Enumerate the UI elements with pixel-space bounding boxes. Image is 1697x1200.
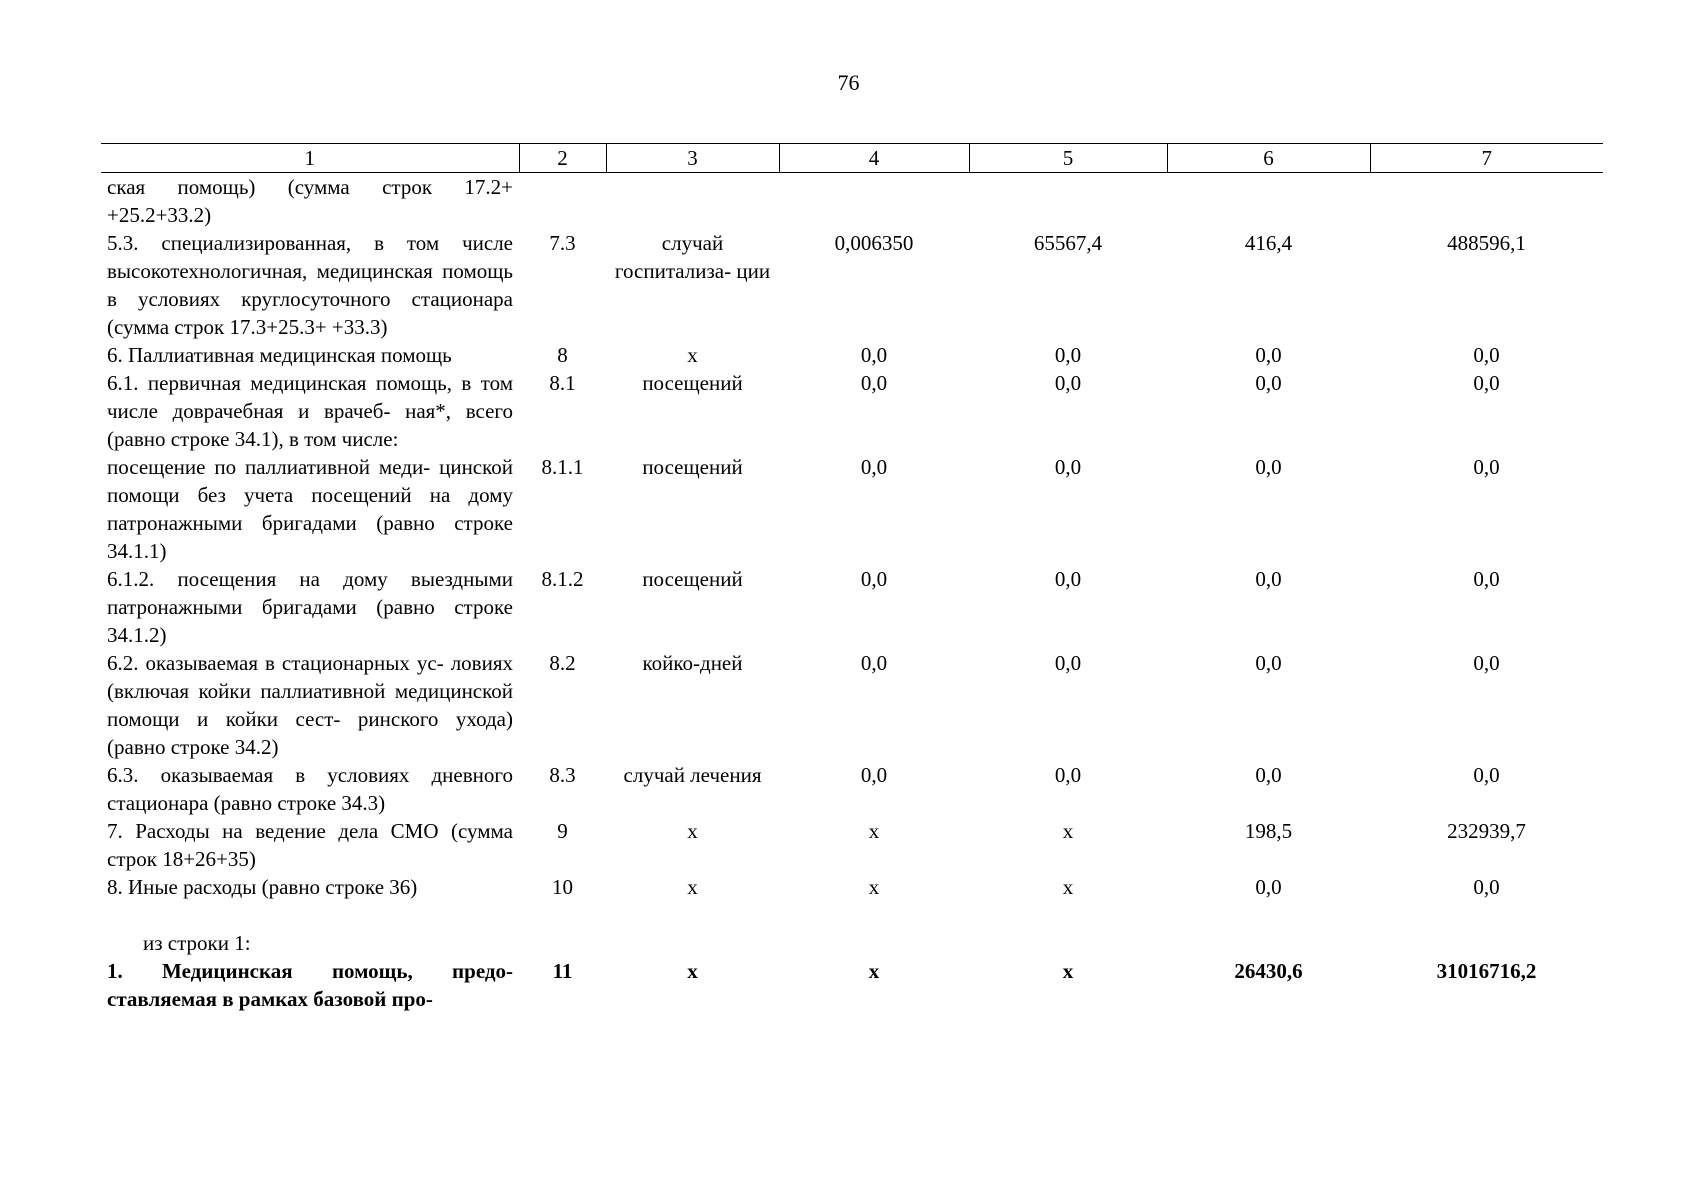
row-description: 6.2. оказываемая в стационарных ус- ловиях (включая койки паллиативной медицинской помощи и койки сест- ринского ухода) (равно строке 34.2) [107,651,513,759]
row-col6: 0,0 [1255,343,1282,367]
row-col7: 0,0 [1473,455,1500,479]
row-description: 6.1. первичная медицинская помощь, в том числе доврачебная и врачеб- ная*, всего (равно строке 34.1), в том числе: [107,371,513,451]
page-number: 76 [837,70,860,95]
row-line-number: 8.2 [549,651,576,675]
row-col5: х [1062,875,1074,899]
row-description: 6. Паллиативная медицинская помощь [107,343,452,367]
row-col6: 0,0 [1255,567,1282,591]
row-col5: 0,0 [1054,343,1082,367]
table-row [101,817,1603,873]
row-col7: 0,0 [1473,875,1500,899]
row-col4: 0,0 [860,763,888,787]
row-description: посещение по паллиативной меди- цинской помощи без учета посещений на дому патронажными бригадами (равно строке 34.1.1) [107,455,513,563]
row-line-number: 11 [552,959,573,983]
row-unit: х [687,819,698,843]
row-col5 [969,173,1167,230]
table-row [101,957,1603,1013]
table-row [101,369,1603,453]
table-row [101,649,1603,761]
row-col6: 0,0 [1255,371,1282,395]
header-cell-7: 7 [1370,144,1603,173]
row-unit: случай лечения [623,763,762,787]
header-cell-5: 5 [969,144,1167,173]
row-col7: 31016716,2 [1436,959,1537,983]
row-line-number: 10 [552,875,573,899]
row-unit [606,173,779,230]
row-unit: х [687,959,698,983]
row-description: 1. Медицинская помощь, предо- ставляемая в рамках базовой про- [107,959,513,1011]
row-col4: 0,0 [860,371,888,395]
row-col7: 0,0 [1473,567,1500,591]
row-unit: х [687,875,698,899]
table-row [101,173,1603,230]
row-col4: х [868,819,880,843]
header-cell-1: 1 [101,144,519,173]
row-col6 [1167,173,1370,230]
header-row [101,144,1603,173]
row-col7: 0,0 [1473,763,1500,787]
row-col5: х [1062,819,1074,843]
subheading-empty [519,929,1603,957]
row-col5: 0,0 [1054,651,1082,675]
row-col6: 0,0 [1255,455,1282,479]
row-col4: 0,0 [860,567,888,591]
row-col6: 416,4 [1244,231,1293,255]
row-col6: 0,0 [1255,651,1282,675]
row-unit: посещений [642,371,743,395]
row-col4: 0,0 [860,455,888,479]
row-col4 [779,173,969,230]
row-col7: 488596,1 [1447,231,1526,255]
row-col5: х [1062,959,1074,983]
row-col7: 0,0 [1473,371,1500,395]
row-col7: 0,0 [1473,651,1500,675]
row-col4: 0,0 [860,651,888,675]
row-col6: 0,0 [1255,875,1282,899]
row-line-number [519,173,606,230]
row-col4: 0,006350 [834,231,914,255]
row-col6: 198,5 [1244,819,1293,843]
table-row [101,565,1603,649]
row-col7 [1370,173,1603,230]
row-line-number: 8.3 [549,763,576,787]
spacer-row [101,901,1603,929]
header-cell-3: 3 [606,144,779,173]
row-col4: 0,0 [860,343,888,367]
table-row [101,453,1603,565]
row-col4: х [868,875,880,899]
table-row [101,761,1603,817]
row-col4: х [868,959,880,983]
row-description: 5.3. специализированная, в том числе высокотехнологичная, медицинская помощь в условиях круглосуточного стационара (сумма строк 17.3+25.3+ +33.3) [107,231,513,339]
row-col5: 0,0 [1054,455,1082,479]
subheading: из строки 1: [143,931,251,955]
header-cell-2: 2 [519,144,606,173]
row-col6: 0,0 [1255,763,1282,787]
row-col7: 0,0 [1473,343,1500,367]
row-unit: койко-дней [642,651,743,675]
row-description: 7. Расходы на ведение дела СМО (сумма строк 18+26+35) [107,819,513,871]
row-line-number: 7.3 [549,231,576,255]
row-description: 8. Иные расходы (равно строке 36) [107,875,418,899]
row-unit: посещений [642,455,743,479]
row-line-number: 9 [557,819,568,843]
table-row [101,229,1603,341]
row-line-number: 8.1.2 [541,567,584,591]
row-line-number: 8.1 [549,371,576,395]
header-cell-4: 4 [779,144,969,173]
data-table [101,143,1603,1013]
header-cell-6: 6 [1167,144,1370,173]
spacer-cell [101,901,1603,929]
row-col5: 0,0 [1054,763,1082,787]
row-col5: 65567,4 [1033,231,1103,255]
row-line-number: 8 [557,343,568,367]
row-col7: 232939,7 [1447,819,1526,843]
row-col5: 0,0 [1054,371,1082,395]
row-description: 6.3. оказываемая в условиях дневного стационара (равно строке 34.3) [107,763,513,815]
row-description: ская помощь) (сумма строк 17.2+ +25.2+33.2) [107,175,513,227]
table-row [101,341,1603,369]
row-line-number: 8.1.1 [541,455,584,479]
table-row [101,873,1603,901]
row-unit: х [687,343,698,367]
row-unit: случай госпитализа- ции [614,231,771,283]
row-description: 6.1.2. посещения на дому выездными патронажными бригадами (равно строке 34.1.2) [107,567,513,647]
row-col5: 0,0 [1054,567,1082,591]
row-col6: 26430,6 [1234,959,1303,983]
row-unit: посещений [642,567,743,591]
subheading-row [101,929,1603,957]
